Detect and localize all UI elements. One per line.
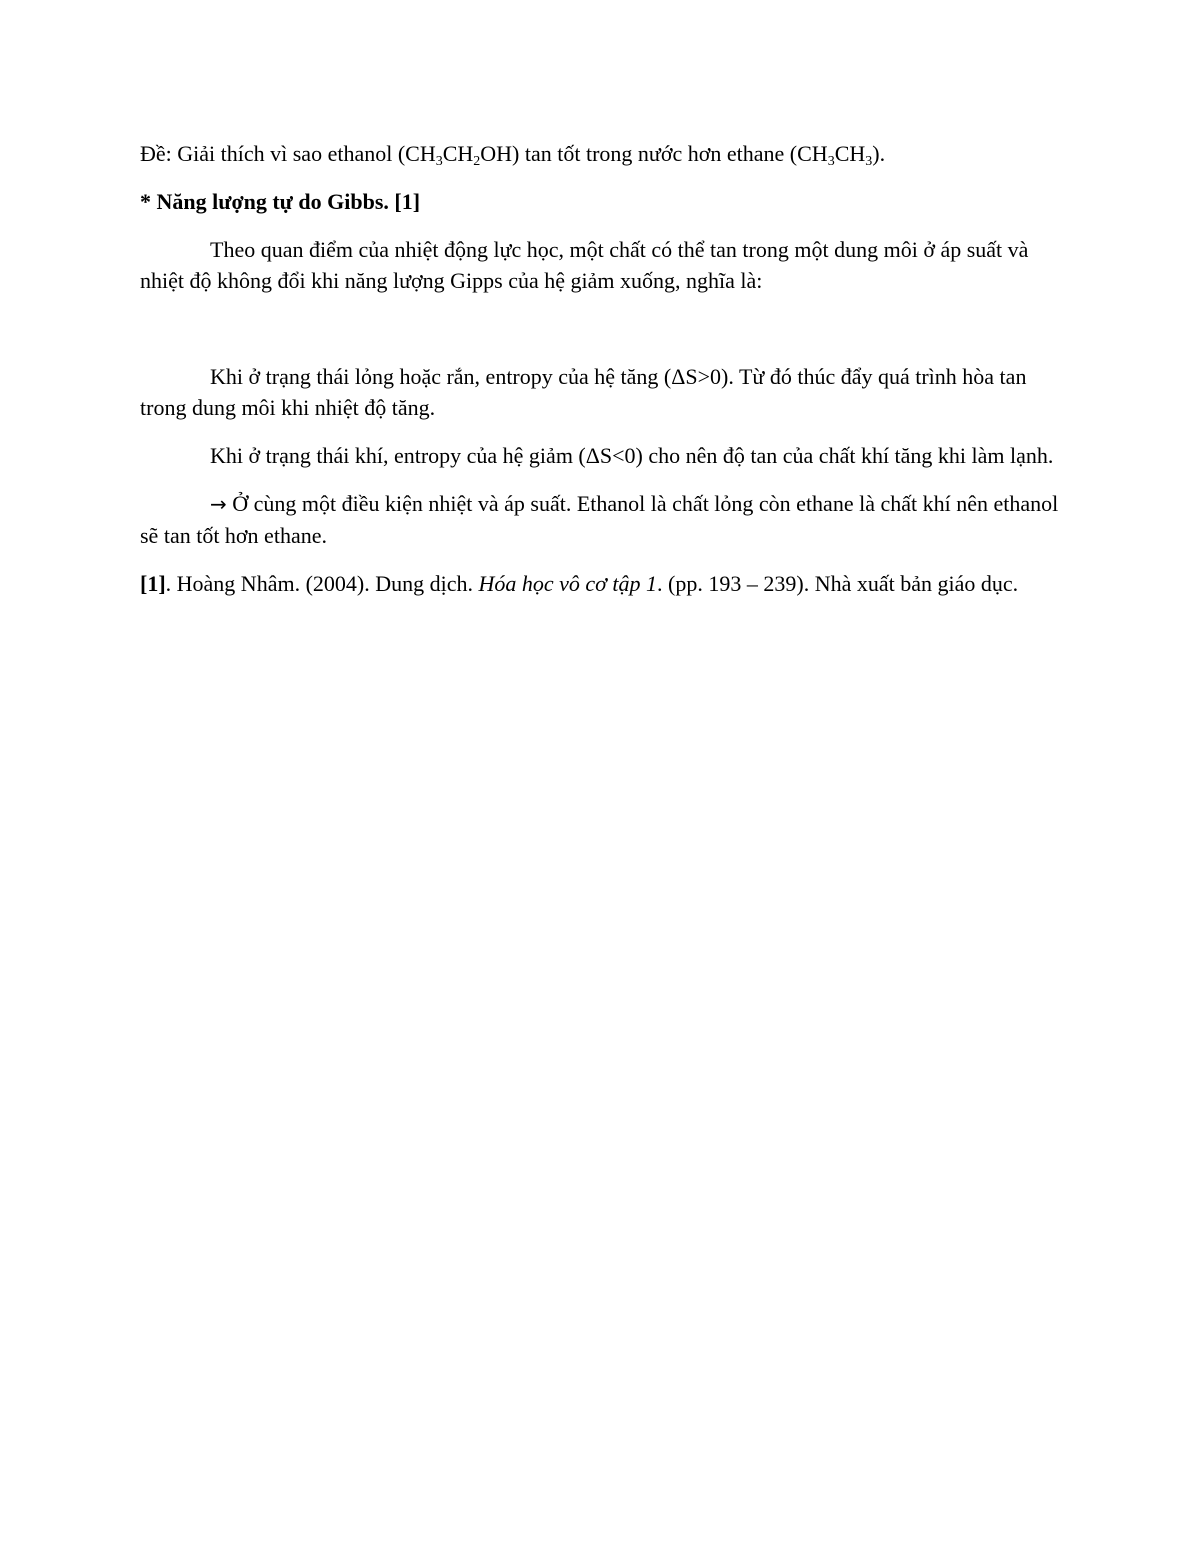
equation-spacer [140,313,1060,361]
paragraph-thermodynamics: Theo quan điểm của nhiệt động lực học, một chất có thể tan trong một dung môi ở áp suất và nhiệt độ không đổi khi năng lượng Gipps của hệ giảm xuống, nghĩa là: [140,237,1029,293]
document-page [140,138,1060,616]
section-heading: * Năng lượng tự do Gibbs. [1] [140,189,421,214]
paragraph-conclusion: → Ở cùng một điều kiện nhiệt và áp suất. Ethanol là chất lỏng còn ethane là chất khí nên ethanol sẽ tan tốt hơn ethane. [140,491,1059,548]
reference-marker: [1] [140,571,166,596]
paragraph-liquid-solid: Khi ở trạng thái lỏng hoặc rắn, entropy của hệ tăng (ΔS>0). Từ đó thúc đẩy quá trình hòa tan trong dung môi khi nhiệt độ tăng. [140,364,1027,420]
question-line: Đề: Giải thích vì sao ethanol $(CH_3CH_2OH)$ tan tốt trong nước hơn ethane $(CH_3CH_3)$. [140,141,886,169]
reference-entry: [1]. Hoàng Nhâm. (2004). Dung dịch. Hóa học vô cơ tập 1. (pp. 193 – 239). Nhà xuất bản giáo dục. [140,571,1019,596]
arrow-right-icon: → [210,492,227,516]
reference-title: Hóa học vô cơ tập 1 [478,571,658,596]
paragraph-gas: Khi ở trạng thái khí, entropy của hệ giảm (ΔS<0) cho nên độ tan của chất khí tăng khi làm lạnh. [210,443,1054,468]
